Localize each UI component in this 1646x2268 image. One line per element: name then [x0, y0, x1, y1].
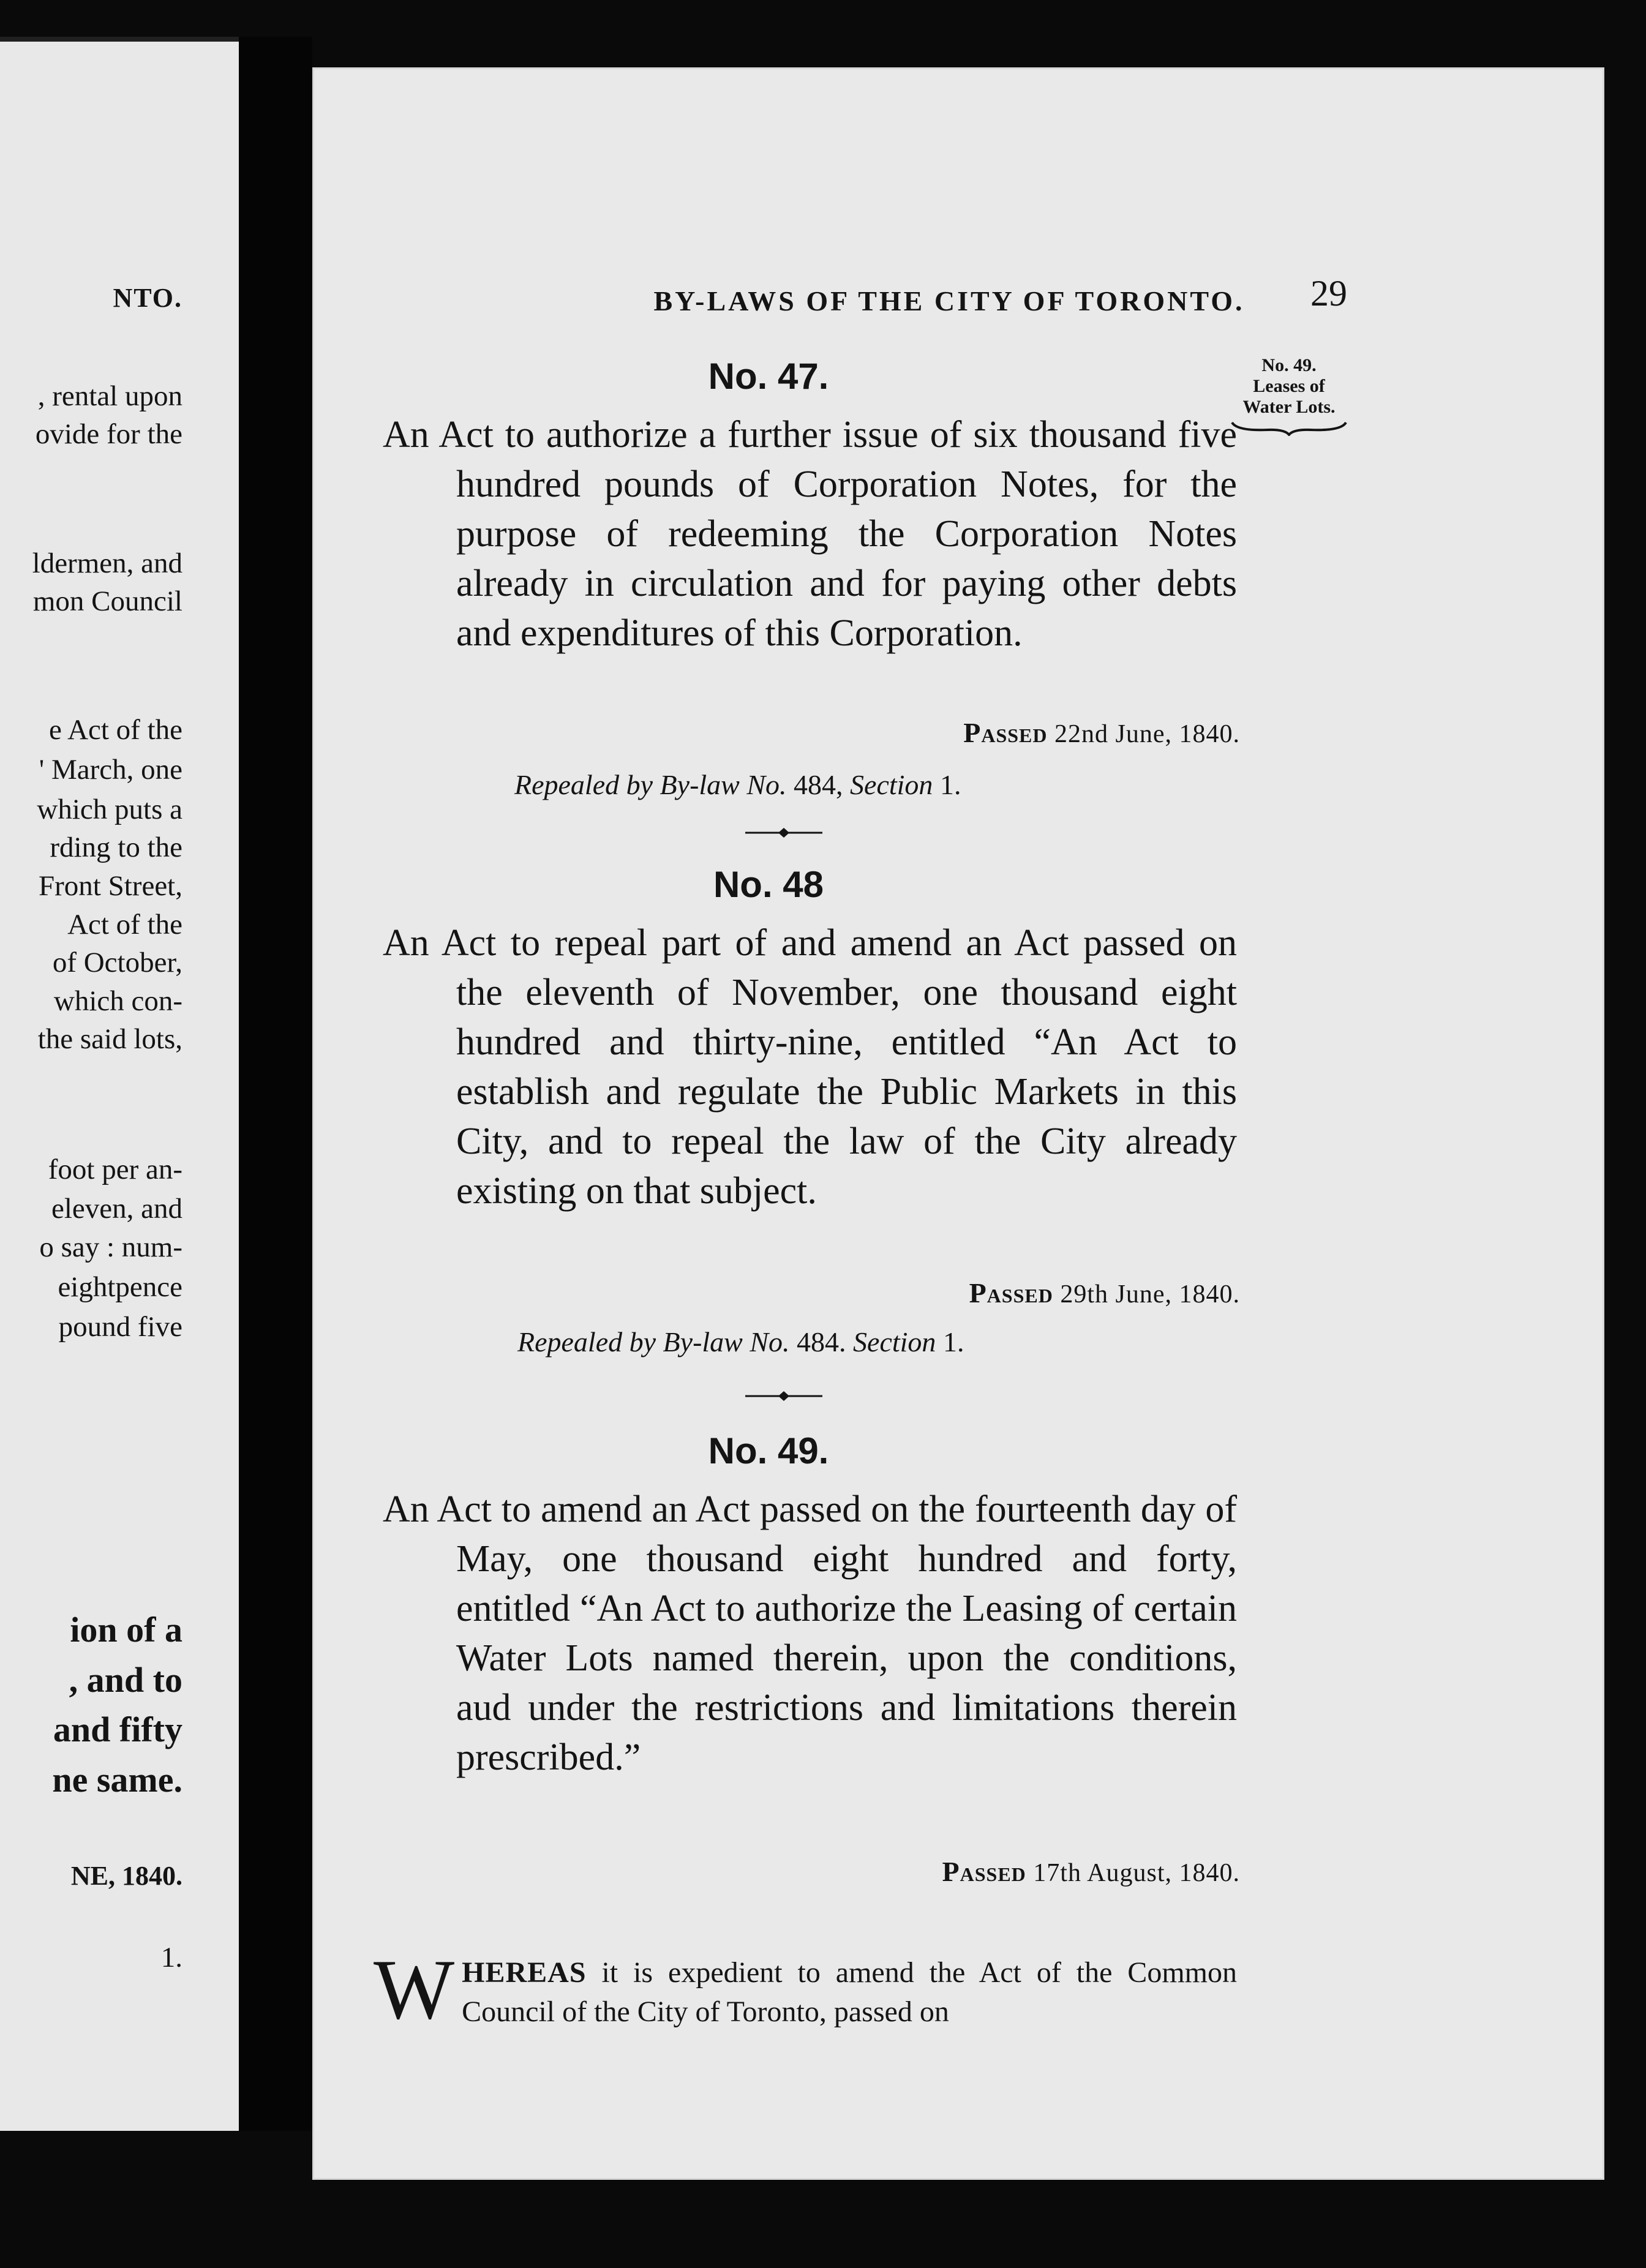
facing-line: of October,	[52, 947, 182, 978]
passed-label: Passed	[969, 1277, 1053, 1309]
act-title: An Act to amend an Act passed on the fourteenth day of May, one thousand eight hundred and forty, entitled “An Act to authorize the Leasing of certain Water Lots named therein, upon the conditions, aud under the restrictions and limitations therein prescribed.”	[383, 1489, 1237, 1778]
facing-line: , rental upon	[37, 380, 182, 412]
passed-date-text: 17th August, 1840.	[1033, 1859, 1240, 1887]
passed-date-text: 22nd June, 1840.	[1054, 720, 1240, 748]
facing-line: , and to	[69, 1660, 182, 1700]
passed-date	[942, 1855, 1240, 1888]
facing-line: foot per an-	[48, 1154, 182, 1185]
facing-page	[0, 37, 239, 2131]
facing-line: e Act of the	[49, 714, 182, 746]
repealed-section: Section	[850, 769, 933, 800]
book-gutter	[239, 37, 312, 2131]
act-title: An Act to repeal part of and amend an Act passed on the eleventh of November, one thousand eight hundred and thirty-nine, entitled “An Act to establish and regulate the Public Markets in this City, and to repeal the law of the City already existing on that subject.	[383, 922, 1237, 1212]
facing-line: NE, 1840.	[70, 1861, 182, 1891]
margin-note-line: No. 49.	[1261, 355, 1317, 375]
repealed-section-number: 1.	[942, 1326, 964, 1357]
repealed-number: 484.	[797, 1326, 846, 1357]
whereas-caps: HEREAS	[462, 1956, 587, 1989]
facing-line: eightpence	[58, 1271, 182, 1303]
facing-running-head: NTO.	[113, 283, 182, 313]
passed-label: Passed	[963, 717, 1048, 748]
whereas-text: it is expedient to amend the Act of the Common Council of the City of Toronto, passed on	[462, 1956, 1237, 2028]
repealed-section-number: 1.	[939, 769, 961, 800]
repealed-number: 484,	[794, 769, 843, 800]
act-number: No. 49.	[708, 1430, 829, 1471]
repealed-section: Section	[853, 1326, 936, 1357]
repealed-by: Repealed by By-law No.	[514, 769, 787, 800]
whereas-clause	[374, 1942, 1237, 2037]
passed-date	[969, 1277, 1240, 1309]
section-divider	[744, 1390, 824, 1402]
facing-line: ' March, one	[39, 754, 182, 786]
page-edge	[0, 37, 239, 42]
act-number: No. 48	[713, 864, 824, 905]
facing-line: 1.	[160, 1942, 182, 1973]
facing-line: ion of a	[70, 1610, 182, 1650]
margin-note-line: Water Lots.	[1242, 397, 1336, 417]
repealed-by: Repealed by By-law No.	[517, 1326, 790, 1357]
running-head: BY-LAWS OF THE CITY OF TORONTO.	[653, 285, 1245, 317]
facing-line: and fifty	[53, 1710, 182, 1749]
page-number: 29	[1310, 273, 1347, 314]
book-page	[312, 67, 1604, 2180]
passed-label: Passed	[942, 1856, 1026, 1887]
facing-line: which con-	[53, 985, 182, 1017]
margin-note	[1216, 355, 1362, 436]
brace-ornament	[1231, 420, 1347, 436]
repealed-note	[514, 768, 961, 801]
facing-line: which puts a	[37, 794, 182, 825]
facing-line: ldermen, and	[32, 547, 182, 579]
facing-line: ne same.	[52, 1760, 182, 1800]
margin-note-line: Leases of	[1253, 376, 1325, 396]
facing-line: eleven, and	[51, 1193, 182, 1225]
facing-line: Act of the	[67, 909, 182, 941]
facing-line: pound five	[58, 1311, 182, 1343]
facing-line: Front Street,	[39, 870, 182, 902]
passed-date	[963, 716, 1240, 749]
facing-line: rding to the	[50, 832, 182, 863]
drop-cap: W	[374, 1942, 455, 2037]
facing-line: ovide for the	[35, 418, 182, 450]
facing-line: the said lots,	[37, 1023, 182, 1055]
passed-date-text: 29th June, 1840.	[1060, 1280, 1240, 1309]
repealed-note	[517, 1326, 964, 1358]
act-title: An Act to authorize a further issue of six thousand five hundred pounds of Corporation Notes, for the purpose of redeeming the Corporation Notes already in circulation and for paying other debts and expenditures of this Corporation.	[383, 414, 1237, 654]
facing-line: o say : num-	[39, 1231, 182, 1263]
section-divider	[744, 827, 824, 839]
facing-line: mon Council	[32, 585, 182, 617]
act-number: No. 47.	[708, 356, 829, 397]
